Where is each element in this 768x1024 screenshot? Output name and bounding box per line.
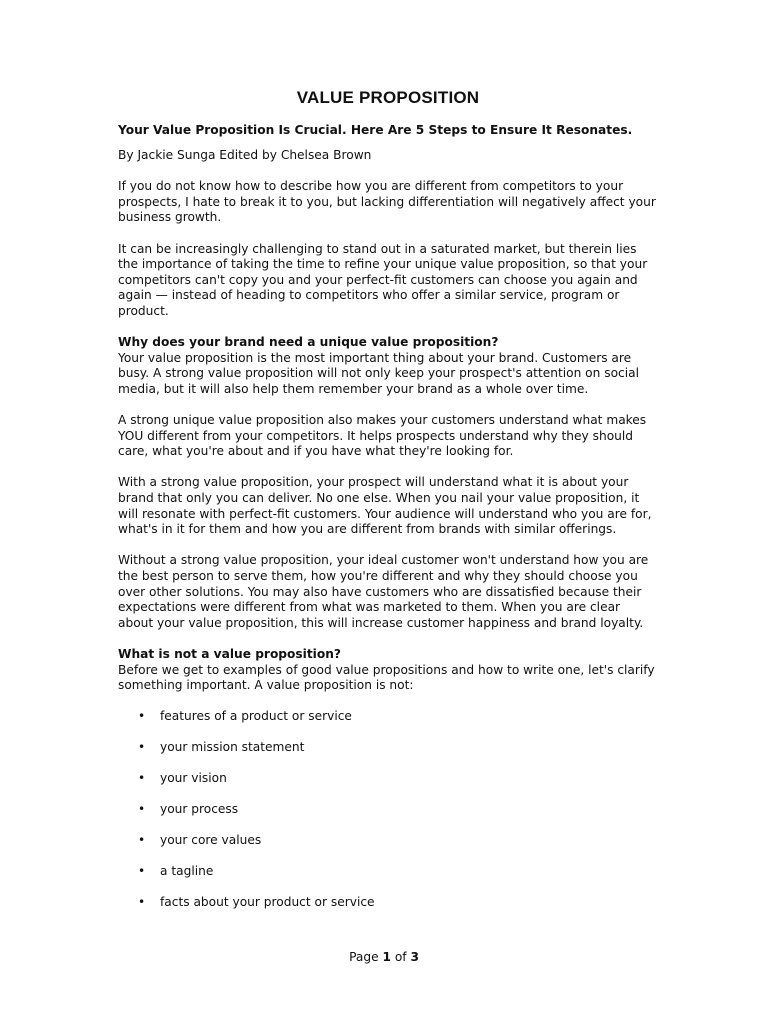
list-item-text: facts about your product or service [160, 895, 375, 910]
list-item-text: your core values [160, 833, 262, 848]
page-footer [0, 949, 768, 965]
section-intro: Before we get to examples of good value propositions and how to write one, let's clarify something important. A value proposition is not: [118, 662, 655, 693]
list-item [118, 740, 658, 756]
list-item [118, 864, 658, 880]
page-word: Page [349, 950, 379, 964]
list-item [118, 709, 658, 725]
body-paragraph: With a strong value proposition, your prospect will understand what it is about your brand that only you can deliver. No one else. When you nail your value proposition, it will resonate with perfect-fit customers. Your audience will understand who you are for, what's in it for them and how you are different from brands with similar offerings. [118, 475, 652, 537]
list-item-text: a tagline [160, 864, 214, 879]
list-item [118, 833, 658, 849]
bullet-icon: • [138, 895, 146, 910]
total-pages-number: 3 [410, 950, 419, 964]
bullet-icon: • [138, 709, 146, 724]
document-title: VALUE PROPOSITION [296, 88, 480, 107]
bullet-icon: • [138, 833, 146, 848]
document-page [118, 88, 658, 911]
of-word: of [394, 950, 407, 964]
intro-paragraph: It can be increasingly challenging to stand out in a saturated market, but therein lies the importance of taking the time to refine your unique value proposition, so that your competitors can't copy you and your perfect-fit customers can choose you again and again — instead of heading to competitors who offer a similar service, program or product. [118, 241, 648, 318]
list-item-text: your vision [160, 771, 227, 786]
byline: By Jackie Sunga Edited by Chelsea Brown [118, 147, 372, 162]
section-heading-why: Why does your brand need a unique value proposition? [118, 335, 499, 350]
bullet-icon: • [138, 802, 146, 817]
list-item [118, 771, 658, 787]
bullet-list [118, 709, 658, 911]
current-page-number: 1 [382, 950, 391, 964]
intro-paragraph: If you do not know how to describe how you are different from competitors to your prospects, I hate to break it to you, but lacking differentiation will negatively affect your business growth. [118, 179, 656, 225]
list-item [118, 895, 658, 911]
bullet-icon: • [138, 864, 146, 879]
list-item-text: your process [160, 802, 239, 817]
list-item [118, 802, 658, 818]
body-paragraph: A strong unique value proposition also makes your customers understand what makes YOU different from your competitors. It helps prospects understand why they should care, what you're about and if you have what they're looking for. [118, 413, 647, 459]
body-paragraph: Your value proposition is the most important thing about your brand. Customers are busy. A strong value proposition will not only keep your prospect's attention on social media, but it will also help them remember your brand as a whole over time. [118, 350, 639, 396]
list-item-text: features of a product or service [160, 709, 352, 724]
body-paragraph: Without a strong value proposition, your ideal customer won't understand how you are the best person to serve them, how you're different and why they should choose you over other solutions. You may also have customers who are dissatisfied because their expectations were different from what was marketed to them. When you are clear about your value proposition, this will increase customer happiness and brand loyalty. [118, 553, 649, 630]
list-item-text: your mission statement [160, 740, 305, 755]
section-heading-what-is-not: What is not a value proposition? [118, 647, 341, 661]
document-subtitle: Your Value Proposition Is Crucial. Here Are 5 Steps to Ensure It Resonates. [118, 123, 633, 137]
bullet-icon: • [138, 771, 146, 786]
bullet-icon: • [138, 740, 146, 755]
